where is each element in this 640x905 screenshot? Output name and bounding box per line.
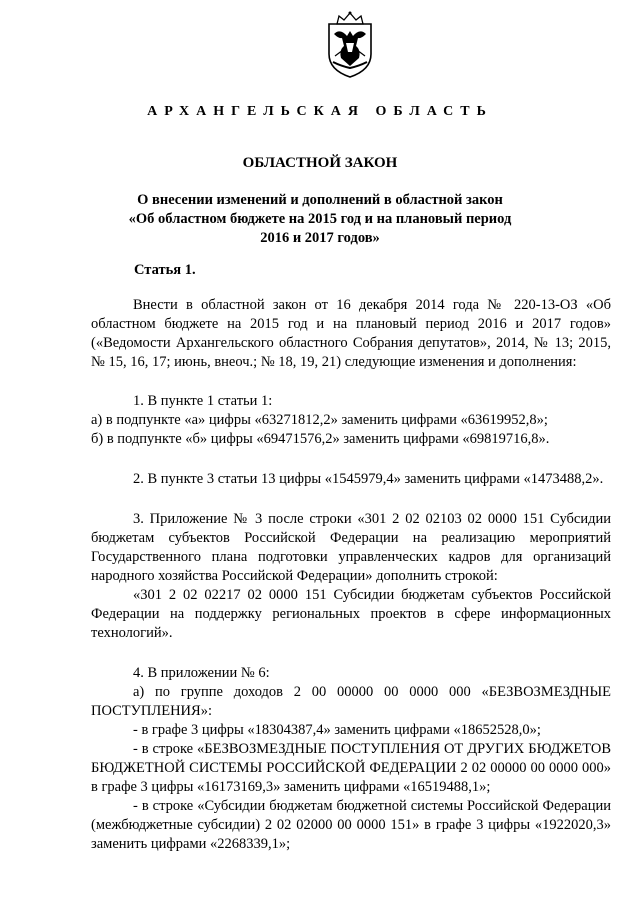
item-3-paragraph: 3. Приложение № 3 после строки «301 2 02 02103 02 0000 151 Субсидии бюджетам субъектов Российской Федерации на реализацию мероприятий Государственного плана подготовки управленческих кадров для организаций народного хозяйства Российской Федерации» дополнить строкой: — [91, 511, 611, 584]
region-name: АРХАНГЕЛЬСКАЯ ОБЛАСТЬ — [147, 104, 493, 119]
law-title-line: 2016 и 2017 годов» — [260, 230, 380, 246]
item-1-subitem-b: б) в подпункте «б» цифры «69471576,2» заменить цифрами «69819716,8». — [91, 431, 550, 447]
coat-of-arms-emblem — [325, 10, 375, 80]
law-title-line: «Об областном бюджете на 2015 год и на плановый период — [128, 211, 512, 227]
item-1-heading: 1. В пункте 1 статьи 1: — [133, 393, 273, 409]
item-4-heading: 4. В приложении № 6: — [133, 665, 270, 681]
intro-paragraph: Внести в областной закон от 16 декабря 2014 года № 220-13-ОЗ «Об областном бюджете на 2015 год и на плановый период 2016 и 2017 годов» («Ведомости Архангельского областного Собрания депутатов», 2014, № 13; 2015, № 15, 16, 17; июнь, внеоч.; № 18, 19, 21) следующие изменения и дополнения: — [91, 297, 611, 370]
item-3-added-line: «301 2 02 02217 02 0000 151 Субсидии бюджетам субъектов Российской Федерации на поддержку региональных проектов в сфере информационных технологий». — [91, 587, 611, 641]
law-type-heading: ОБЛАСТНОЙ ЗАКОН — [242, 155, 398, 171]
item-2-paragraph: 2. В пункте 3 статьи 13 цифры «1545979,4» заменить цифрами «1473488,2». — [133, 471, 604, 487]
item-4-change-1: - в графе 3 цифры «18304387,4» заменить цифрами «18652528,0»; — [133, 722, 541, 738]
law-body — [91, 296, 611, 854]
law-title — [92, 191, 548, 248]
item-4-change-2: - в строке «БЕЗВОЗМЕЗДНЫЕ ПОСТУПЛЕНИЯ ОТ ДРУГИХ БЮДЖЕТОВ БЮДЖЕТНОЙ СИСТЕМЫ РОССИЙСКОЙ ФЕДЕРАЦИИ 2 02 00000 00 0000 000» в графе 3 цифры «16173169,3» заменить цифрами «16519488,1»; — [91, 741, 611, 795]
item-4-change-3: - в строке «Субсидии бюджетам бюджетной системы Российской Федерации (межбюджетные субсидии) 2 02 02000 00 0000 151» в графе 3 цифры «1922020,3» заменить цифрами «2268339,1»; — [91, 798, 611, 852]
article-heading: Статья 1. — [134, 262, 196, 278]
law-title-line: О внесении изменений и дополнений в областной закон — [137, 192, 503, 208]
item-4-subitem-a: а) по группе доходов 2 00 00000 00 0000 000 «БЕЗВОЗМЕЗДНЫЕ ПОСТУПЛЕНИЯ»: — [91, 684, 611, 719]
item-1-subitem-a: а) в подпункте «а» цифры «63271812,2» заменить цифрами «63619952,8»; — [91, 412, 548, 428]
